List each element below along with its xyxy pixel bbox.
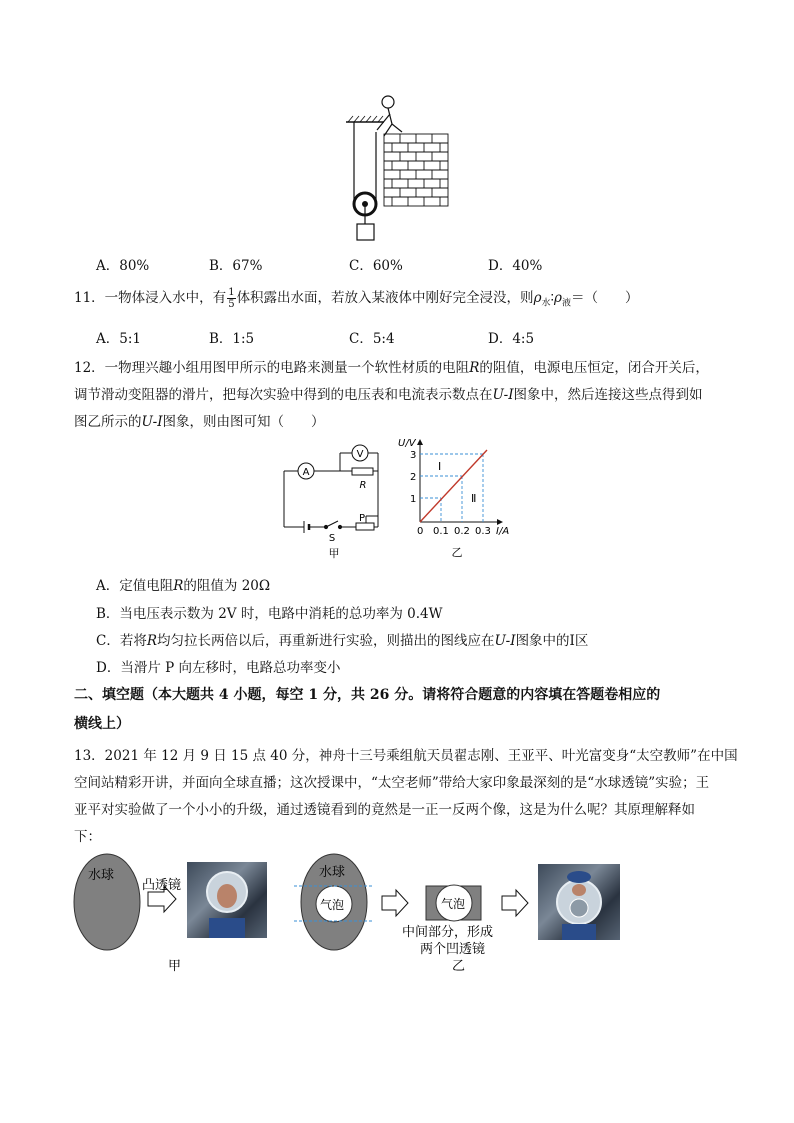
q12-stem-line3 xyxy=(74,410,325,430)
text: 的阻值，电源电压恒定，闭合开关后， xyxy=(479,360,709,376)
q13-stem-line4: 下： xyxy=(74,829,101,845)
fraction xyxy=(227,287,235,310)
text: 调节滑动变阻器的滑片，把每次实验中得到的电压表和电流表示数点在 xyxy=(74,387,493,403)
option-text: 的阻值为 20Ω xyxy=(183,578,271,594)
ratio-colon: ∶ xyxy=(550,290,555,306)
option-text: 5:4 xyxy=(372,331,395,347)
symbol-r: R xyxy=(469,360,480,376)
option-text: 40% xyxy=(512,258,543,274)
x-axis-label: I/A xyxy=(496,526,510,537)
text: 12．一物理兴趣小组用图甲所示的电路来测量一个软性材质的电阻 xyxy=(74,360,470,376)
rho-sub-liquid: 液 xyxy=(561,298,571,309)
water-ball-label: 水球 xyxy=(88,868,115,883)
x-tick-2: 0.2 xyxy=(454,526,470,537)
section-heading-line1: 二、填空题（本大题共 4 小题，每空 1 分，共 26 分。请将符合题意的内容填在答题卷相应的 xyxy=(74,687,661,703)
q11-option-b[interactable] xyxy=(209,327,254,347)
option-text: 若将 xyxy=(119,633,147,649)
option-text: 定值电阻 xyxy=(119,578,174,594)
x-tick-0: 0 xyxy=(417,526,424,537)
option-letter: B． xyxy=(209,258,233,274)
q12-stem-line2 xyxy=(74,383,703,403)
option-letter: A． xyxy=(96,331,120,347)
option-text: 5:1 xyxy=(119,331,141,347)
y-tick-1: 1 xyxy=(410,494,417,505)
option-text: 80% xyxy=(119,258,150,274)
fraction-denominator: 5 xyxy=(228,299,235,310)
q11-tail: ＝（ ） xyxy=(570,290,639,306)
option-text: 60% xyxy=(372,258,403,274)
option-letter: D． xyxy=(488,331,513,347)
x-tick-1: 0.1 xyxy=(433,526,449,537)
symbol-r: R xyxy=(146,633,158,649)
q11-option-d[interactable] xyxy=(488,327,534,347)
caption-yi: 乙 xyxy=(452,959,466,974)
option-letter: D． xyxy=(488,258,513,274)
bubble-2-label: 气泡 xyxy=(441,897,466,911)
q10-option-a[interactable] xyxy=(96,254,149,274)
rho-symbol: ρ xyxy=(533,290,542,306)
middle-note-line1: 中间部分，形成 xyxy=(402,925,494,940)
photo-2-image xyxy=(538,864,620,940)
q13-stem-line3: 亚平对实验做了一个小小的升级，通过透镜看到的竟然是一正一反两个像，这是为什么呢？其原理解释如 xyxy=(74,802,695,818)
region-1-label: Ⅰ xyxy=(438,460,442,473)
q12-option-b[interactable] xyxy=(96,602,442,622)
option-text: 67% xyxy=(232,258,263,274)
q10-option-c[interactable] xyxy=(349,254,403,274)
pulley-figure xyxy=(340,92,460,246)
slider-label: P xyxy=(358,513,366,524)
q12-option-c[interactable] xyxy=(96,629,588,649)
region-2-label: Ⅱ xyxy=(471,492,477,505)
middle-note-line2: 两个凹透镜 xyxy=(420,942,486,957)
q13-stem-line2: 空间站精彩开讲，并面向全球直播；这次授课中，“太空老师”带给大家印象最深刻的是“水球透镜”实验；王 xyxy=(74,775,710,791)
photo-1-image xyxy=(187,862,267,938)
option-text: 均匀拉长两倍以后，再重新进行实验，则描出的图线应在 xyxy=(157,633,495,649)
ui-line xyxy=(420,450,487,522)
resistor-label: R xyxy=(359,480,367,491)
text: 图乙所示的 xyxy=(74,414,142,430)
q12-stem-line1 xyxy=(74,356,709,376)
q13-stem-line1: 13．2021 年 12 月 9 日 15 点 40 分，神舟十三号乘组航天员翟志刚、王亚平、叶光富变身“太空教师”在中国 xyxy=(74,748,738,764)
rho-sub-water: 水 xyxy=(541,298,551,309)
graph-caption: 乙 xyxy=(451,546,463,559)
bubble-label: 气泡 xyxy=(320,898,345,912)
q12-option-d[interactable] xyxy=(96,656,341,676)
symbol-ui: U-I xyxy=(492,387,514,403)
text: 图象，则由图可知（ ） xyxy=(162,414,325,430)
y-tick-2: 2 xyxy=(410,472,417,483)
option-letter: D． xyxy=(96,660,121,676)
option-letter: C． xyxy=(96,633,120,649)
q12-option-a[interactable] xyxy=(96,574,270,594)
switch-label: S xyxy=(328,533,336,544)
rho-symbol: ρ xyxy=(554,290,562,306)
option-letter: C． xyxy=(349,258,373,274)
option-text: 图象中的Ⅰ区 xyxy=(515,633,589,649)
option-letter: C． xyxy=(349,331,373,347)
circuit-diagram xyxy=(278,437,390,567)
option-letter: A． xyxy=(96,578,120,594)
q11-stem xyxy=(74,286,638,310)
circuit-caption: 甲 xyxy=(328,547,340,560)
q11-option-c[interactable] xyxy=(349,327,395,347)
y-tick-3: 3 xyxy=(410,450,417,461)
caption-jia: 甲 xyxy=(168,959,182,974)
symbol-ui: U-I xyxy=(141,414,163,430)
symbol-r: R xyxy=(173,578,184,594)
q11-option-a[interactable] xyxy=(96,327,141,347)
water-ball-2-label: 水球 xyxy=(319,865,346,880)
voltmeter-label: V xyxy=(356,449,364,460)
symbol-ui: U-I xyxy=(494,633,516,649)
q10-option-d[interactable] xyxy=(488,254,542,274)
option-text: 4:5 xyxy=(512,331,535,347)
q11-suffix: 体积露出水面，若放入某液体中刚好完全浸没，则 xyxy=(236,290,534,306)
water-ball-photo-2 xyxy=(538,864,620,940)
section-heading-line2: 横线上） xyxy=(74,716,130,732)
y-axis-label: U/V xyxy=(398,438,416,449)
option-text: 1:5 xyxy=(232,331,255,347)
option-text: 当电压表示数为 2V 时，电路中消耗的总功率为 0.4W xyxy=(119,606,443,622)
fraction-numerator: 1 xyxy=(228,287,235,298)
option-letter: A． xyxy=(96,258,120,274)
q11-prefix: 11．一物体浸入水中，有 xyxy=(74,290,227,306)
ui-graph xyxy=(392,434,522,567)
convex-lens-label: 凸透镜 xyxy=(142,878,182,893)
ammeter-label: A xyxy=(302,467,310,478)
option-letter: B． xyxy=(96,606,120,622)
x-tick-3: 0.3 xyxy=(475,526,491,537)
option-text: 当滑片 P 向左移时，电路总功率变小 xyxy=(120,660,341,676)
q10-option-b[interactable] xyxy=(209,254,262,274)
option-letter: B． xyxy=(209,331,233,347)
water-ball-photo-1 xyxy=(187,862,267,938)
text: 图象中，然后连接这些点得到如 xyxy=(513,387,703,403)
